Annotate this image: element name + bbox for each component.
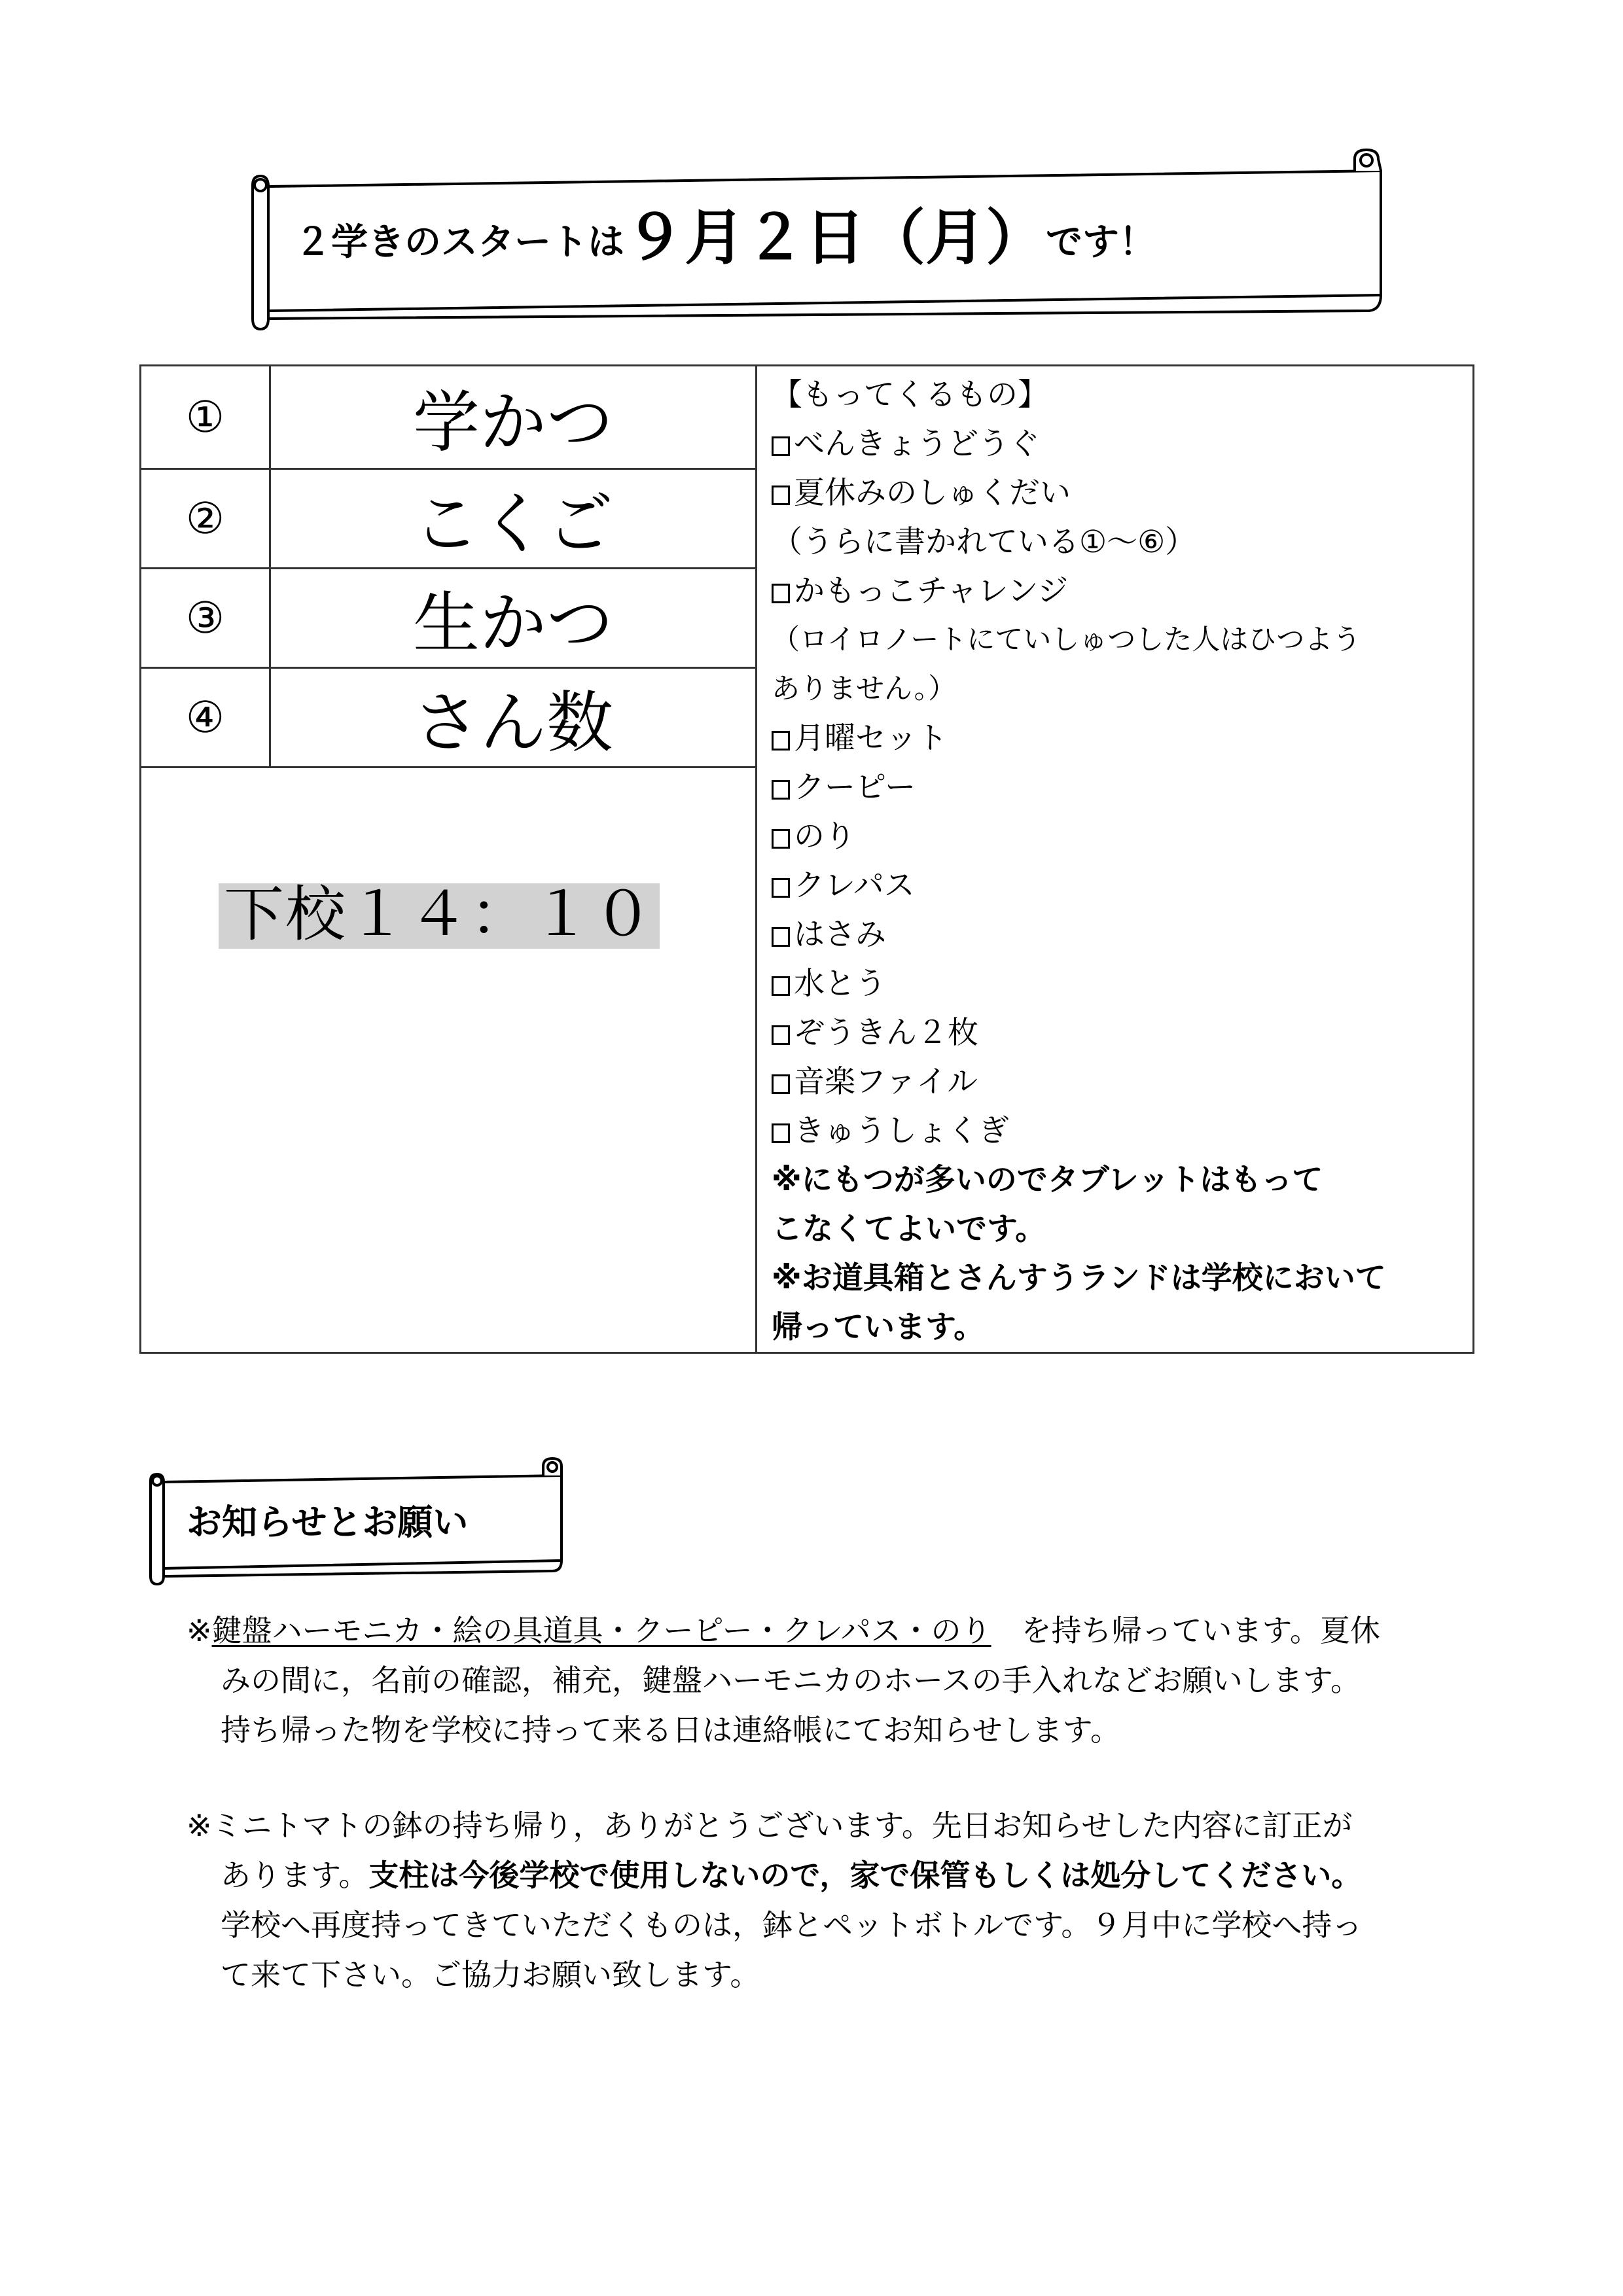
homework-note: （うらに書かれている①～⑥）	[772, 524, 1196, 560]
checkbox-icon	[772, 731, 790, 751]
checklist-item: 水とう	[772, 959, 1472, 1008]
title-prefix: ２学きのスタートは	[294, 221, 624, 264]
period-subject: さん数	[270, 668, 757, 768]
checklist-item: クレパス	[772, 861, 1472, 910]
checklist-item: きゅうしょくぎ	[772, 1106, 1472, 1156]
period-number: ②	[141, 469, 270, 569]
checklist-item: 音楽ファイル	[772, 1057, 1472, 1106]
challenge-note: （ロイロノートにていしゅつした人はひつよう	[772, 624, 1361, 656]
period-subject: こくご	[270, 469, 757, 569]
notice-tomato-pot: ※ミニトマトの鉢の持ち帰り，ありがとうございます。先日お知らせした内容に訂正が あります。支柱は今後学校で使用しないので，家で保管もしくは処分してください。 学校へ再度持ってきていただくものは，鉢とペットボトルです。９月中に学校へ持っ て来て下さい。ご協力お願い致します。	[187, 1808, 1363, 1992]
toolbox-note: 帰っています。	[772, 1309, 985, 1345]
dismissal-cell	[141, 768, 757, 1353]
period-subject: 生かつ	[270, 569, 757, 668]
checklist-item: かもっこチャレンジ	[772, 567, 1472, 616]
tablet-note: こなくてよいです。	[772, 1211, 1046, 1247]
checklist-item: はさみ	[772, 910, 1472, 959]
checkbox-icon	[772, 1025, 790, 1045]
page-title	[294, 203, 1156, 273]
checkbox-icon	[772, 829, 790, 849]
checkbox-icon	[772, 436, 790, 456]
checkbox-icon	[772, 1074, 790, 1094]
period-row	[141, 366, 1474, 469]
notice-heading: お知らせとお願い	[187, 1502, 469, 1543]
period-number: ③	[141, 569, 270, 668]
checkbox-icon	[772, 780, 790, 800]
checkbox-icon	[772, 976, 790, 996]
title-suffix: です！	[1046, 221, 1156, 264]
checkbox-icon	[772, 878, 790, 898]
notice-mark: ※	[187, 1613, 212, 1648]
dismissal-time: 下校１４：１０	[219, 883, 660, 949]
checklist-item: べんきょうどうぐ	[772, 419, 1472, 468]
checklist-item: クーピー	[772, 763, 1472, 812]
checkbox-icon	[772, 584, 790, 603]
challenge-note: ありません。）	[772, 673, 957, 705]
checklist-item: 夏休みのしゅくだい	[772, 468, 1472, 518]
toolbox-note: ※お道具箱とさんすうランドは学校において	[772, 1260, 1386, 1296]
support-pole-instruction: 支柱は今後学校で使用しないので，家で保管もしくは処分してください。	[368, 1858, 1362, 1893]
period-subject: 学かつ	[270, 366, 757, 469]
checklist-item: 月曜セット	[772, 714, 1472, 763]
period-number: ④	[141, 668, 270, 768]
checkbox-icon	[772, 486, 790, 505]
take-home-items-list: 鍵盤ハーモニカ・絵の具道具・クーピー・クレパス・のり	[211, 1613, 991, 1648]
checklist-item: ぞうきん２枚	[772, 1008, 1472, 1057]
checkbox-icon	[772, 1123, 790, 1143]
checkbox-icon	[772, 927, 790, 947]
notice-take-home-items: ※鍵盤ハーモニカ・絵の具道具・クーピー・クレパス・のり を持ち帰っています。夏休 みの間に，名前の確認，補充，鍵盤ハーモニカのホースの手入れなどお願いします。 持ち帰った物を学校に持って来る日は連絡帳にてお知らせします。	[187, 1613, 1380, 1748]
title-date: ９月２日（月）	[624, 203, 1046, 273]
schedule-table	[139, 364, 1474, 1354]
tablet-note: ※にもつが多いのでタブレットはもって	[772, 1162, 1323, 1198]
checklist-item: のり	[772, 812, 1472, 861]
period-number: ①	[141, 366, 270, 469]
items-heading: 【もってくるもの】	[772, 377, 1048, 413]
items-to-bring	[757, 366, 1474, 1353]
